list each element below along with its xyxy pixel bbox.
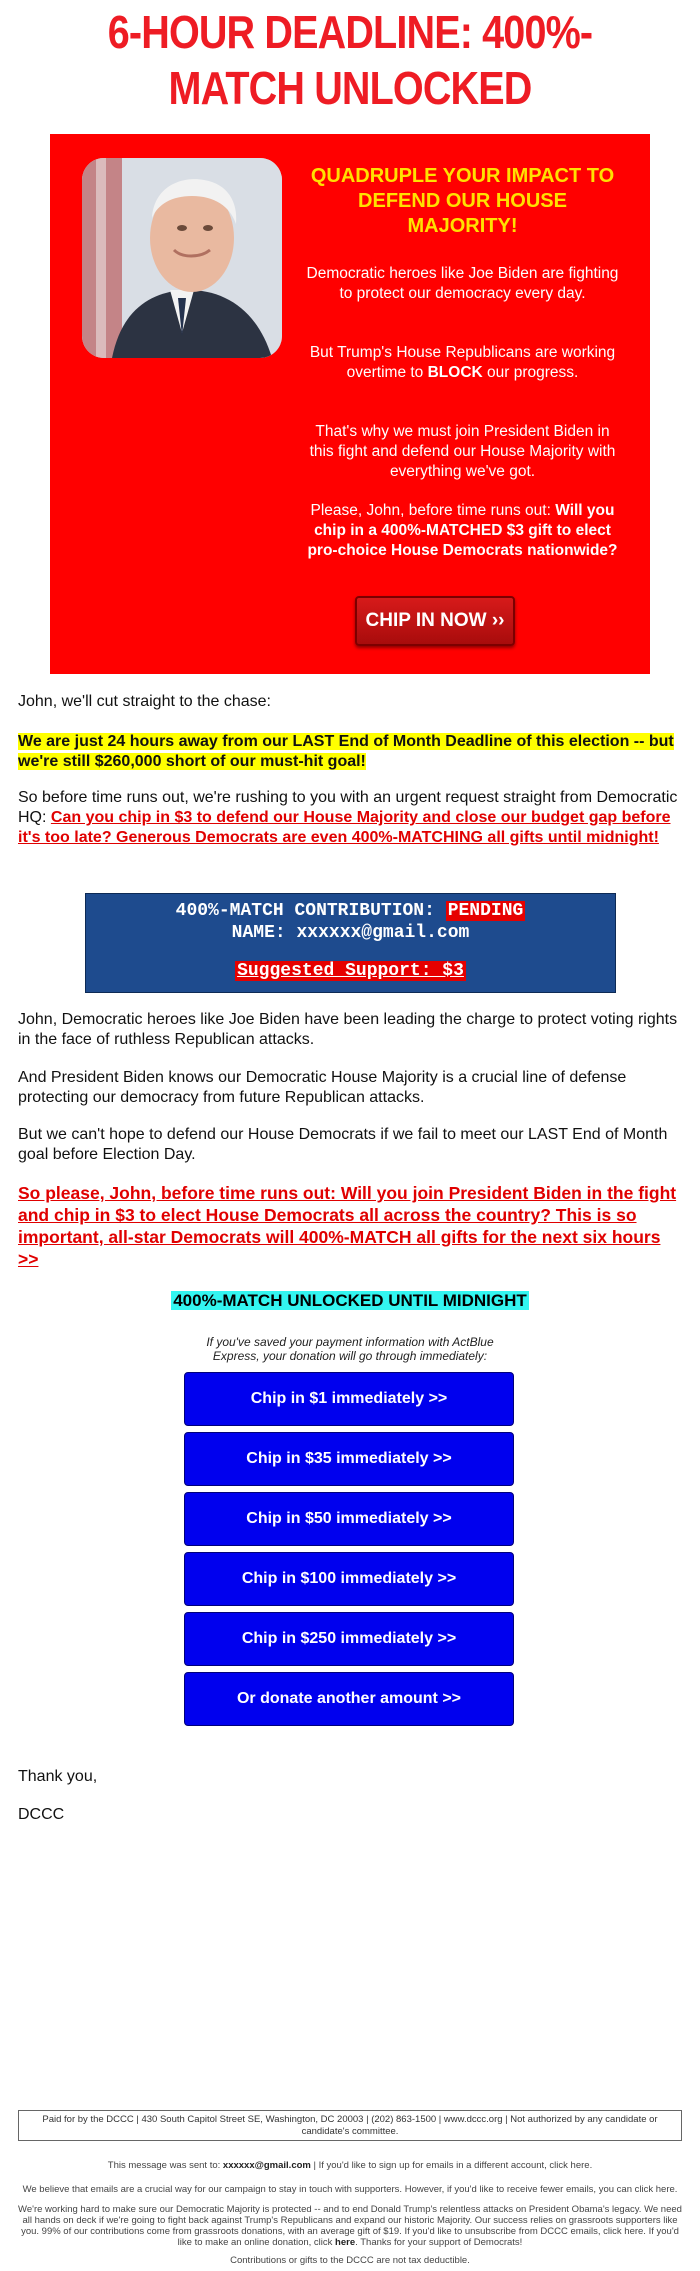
actblue-note: If you've saved your payment information with ActBlue Express, your donation will go through immediately: <box>206 1335 494 1363</box>
sent-to-text: | If you'd like to sign up for emails in a different account, click <box>310 2160 571 2171</box>
donate-here-link[interactable]: here <box>335 2237 356 2248</box>
donate-100-button[interactable]: Chip in $100 immediately >> <box>184 1552 514 1606</box>
request-text: So before time runs out, we're rushing to you with an urgent request straight from Democratic HQ: <box>18 789 678 826</box>
urgent-request-paragraph <box>18 788 682 848</box>
contribution-label: 400%-MATCH CONTRIBUTION: <box>175 901 446 921</box>
paid-for-disclaimer: Paid for by the DCCC | 430 South Capitol Street SE, Washington, DC 20003 | (202) 863-1500 | www.dccc.org | Not authorized by any candidate or candidate's committee. <box>18 2110 682 2141</box>
donate-35-button[interactable]: Chip in $35 immediately >> <box>184 1432 514 1486</box>
portrait-image <box>82 158 282 358</box>
highlight-text: We are just 24 hours away from our LAST End of Month Deadline of this election -- but we're still $260,000 short of our must-hit goal! <box>18 733 674 770</box>
paragraph-end-of-month: But we can't hope to defend our House Democrats if we fail to meet our LAST End of Month goal before Election Day. <box>18 1126 668 1163</box>
grassroots-text-end: . Thanks for your support of Democrats! <box>355 2237 523 2248</box>
match-banner <box>0 1290 700 1312</box>
greeting: John, we'll cut straight to the chase: <box>18 693 271 710</box>
hero-p2-bold: BLOCK <box>427 364 483 381</box>
chip-in-now-button[interactable]: CHIP IN NOW ›› <box>355 596 515 646</box>
contribution-status-box[interactable] <box>85 893 616 993</box>
grassroots-text: We're working hard to make sure our Democratic Majority is protected -- and to end Donald Trump's relentless attacks on President Obama's legacy. We need all hands on deck if we're going to fight back against Trump's Republicans and expand our historic Majority. Our success relies on grassroots supporters like you. 99% of our contributions come from grassroots donations, with an average gift of $19. If you'd like to unsubscribe from DCCC emails, click here. If you'd like to make an online donation, click <box>18 2204 682 2248</box>
suggested-support-link[interactable]: Suggested Support: $3 <box>237 961 464 981</box>
donate-1-button[interactable]: Chip in $1 immediately >> <box>184 1372 514 1426</box>
join-biden-link[interactable]: So please, John, before time runs out: Will you join President Biden in the fight and chip in $3 to elect House Democrats all across the country? This is so important, all-star Democrats will 400%-MATCH all gifts for the next six hours >> <box>18 1183 677 1269</box>
paragraph-house-majority: And President Biden knows our Democratic House Majority is a crucial line of defense protecting our democracy from future Republican attacks. <box>18 1069 627 1106</box>
recipient-email: xxxxxx@gmail.com <box>222 2160 311 2171</box>
fewer-emails-text: We believe that emails are a crucial way for our campaign to stay in touch with supporters. However, if you'd like to receive fewer emails, you can click <box>22 2184 656 2195</box>
match-banner-text: 400%-MATCH UNLOCKED UNTIL MIDNIGHT <box>173 1291 527 1310</box>
donate-250-button[interactable]: Chip in $250 immediately >> <box>184 1612 514 1666</box>
hero-p4-bold: Will you chip in a 400%-MATCHED $3 gift to elect pro-choice House Democrats nationwide? <box>307 502 618 559</box>
grassroots-paragraph <box>18 2204 682 2248</box>
hero-p2-text-end: our progress. <box>482 364 579 381</box>
thank-you: Thank you, <box>18 1768 98 1785</box>
name-line: NAME: xxxxxx@gmail.com <box>231 923 470 943</box>
sent-to-line: This message was sent to: xxxxxx@gmail.com | If you'd like to sign up for emails in a different account, click here. <box>107 2160 593 2171</box>
hero-paragraph-4 <box>305 501 620 561</box>
deadline-highlight <box>18 732 682 772</box>
sent-to-label: This message was sent to: <box>107 2160 223 2171</box>
signature: DCCC <box>18 1806 65 1823</box>
hero-paragraph-3: That's why we must join President Biden in this fight and defend our House Majority with everything we've got. <box>309 423 616 480</box>
fewer-emails-line: We believe that emails are a crucial way for our campaign to stay in touch with supporters. However, if you'd like to receive fewer emails, you can click here. <box>22 2184 678 2195</box>
tax-disclaimer: Contributions or gifts to the DCCC are not tax deductible. <box>230 2255 470 2266</box>
hero-paragraph-1: Democratic heroes like Joe Biden are fighting to protect our democracy every day. <box>306 265 619 302</box>
signup-here-link[interactable]: here <box>570 2160 590 2171</box>
hero-p2-text: But Trump's House Republicans are working overtime to <box>309 344 616 381</box>
headline: 6-HOUR DEADLINE: 400%-MATCH UNLOCKED <box>107 6 593 114</box>
status-badge: PENDING <box>447 901 524 921</box>
fewer-emails-here-link[interactable]: here <box>655 2184 675 2195</box>
hero-paragraph-2 <box>305 343 620 383</box>
contribution-line <box>86 900 615 922</box>
paragraph-voting-rights: John, Democratic heroes like Joe Biden have been leading the charge to protect voting rights in the face of ruthless Republican attacks. <box>18 1011 678 1048</box>
hero-banner[interactable] <box>50 134 650 674</box>
request-donate-link[interactable]: Can you chip in $3 to defend our House Majority and close our budget gap before it's too late? Generous Democrats are even 400%-MATCHING all gifts until midnight! <box>18 809 671 846</box>
donate-50-button[interactable]: Chip in $50 immediately >> <box>184 1492 514 1546</box>
donate-other-button[interactable]: Or donate another amount >> <box>184 1672 514 1726</box>
biden-photo <box>82 158 282 358</box>
hero-heading: QUADRUPLE YOUR IMPACT TO DEFEND OUR HOUSE MAJORITY! <box>310 165 615 237</box>
hero-p4-text: Please, John, before time runs out: <box>310 502 556 519</box>
suggested-line[interactable] <box>86 960 615 982</box>
